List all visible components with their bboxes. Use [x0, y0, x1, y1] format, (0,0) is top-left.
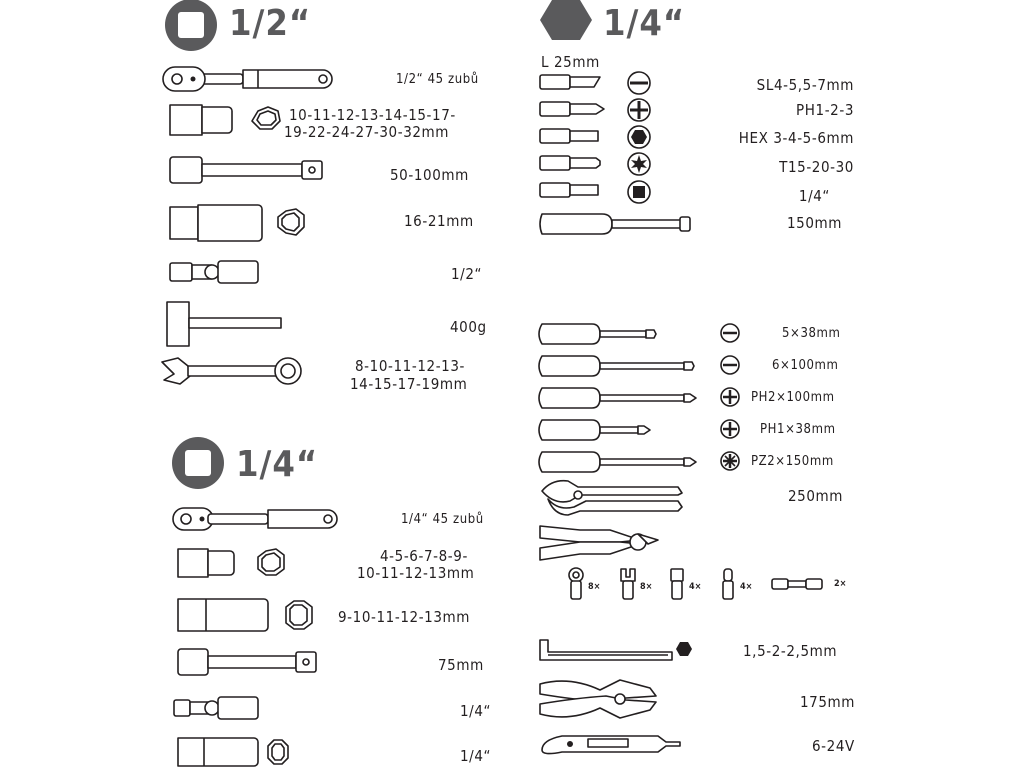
deep-socket-icon	[168, 203, 308, 243]
screwdriver-icon	[538, 322, 708, 482]
extension-label: 75mm	[438, 656, 484, 674]
extension-bar-icon	[168, 155, 328, 185]
deep-sockets-label: 9-10-11-12-13mm	[338, 608, 471, 626]
bit-label-hex: HEX 3-4-5-6mm	[738, 129, 854, 147]
torx-icon	[627, 152, 651, 176]
terminal-count: 4×	[740, 582, 753, 592]
square-drive-icon	[172, 437, 224, 489]
hex-icon	[627, 125, 651, 149]
phillips-icon	[720, 419, 740, 439]
screwdriver-label: 6×100mm	[772, 358, 839, 373]
deep-socket-icon	[176, 597, 316, 633]
screwdriver-label: 5×38mm	[782, 326, 841, 341]
socket-icon	[176, 545, 296, 581]
wrench-label-1: 8-10-11-12-13-	[355, 357, 466, 375]
combination-pliers-icon	[538, 676, 668, 722]
sockets-label-1: 4-5-6-7-8-9-	[380, 547, 468, 565]
spade-terminal-icon	[667, 567, 687, 603]
ratchet-icon	[163, 65, 338, 93]
bit-label-torx: T15-20-30	[779, 158, 854, 176]
bit-holder-label: 1/4“	[460, 747, 492, 765]
square-icon	[627, 180, 651, 204]
hex-keys-label: 1,5-2-2,5mm	[743, 642, 838, 660]
extension-bar-icon	[176, 647, 336, 677]
bit-label-phillips: PH1-2-3	[796, 101, 854, 119]
pozidriv-icon	[720, 451, 740, 471]
screwdriver-label: PZ2×150mm	[751, 454, 834, 469]
universal-joint-label: 1/2“	[451, 265, 483, 283]
bit-holder-screwdriver-icon	[538, 210, 698, 238]
bit-label-square: 1/4“	[798, 187, 830, 205]
pliers-label: 250mm	[788, 487, 844, 505]
hex-key-icon	[538, 638, 698, 664]
phillips-icon	[627, 98, 651, 122]
slotted-icon	[720, 355, 740, 375]
universal-joint-label: 1/4“	[460, 702, 492, 720]
slotted-icon	[720, 323, 740, 343]
bit-length-label: L 25mm	[541, 53, 600, 71]
ratchet-icon	[172, 506, 347, 532]
bit-holder-socket-icon	[176, 736, 296, 768]
ring-terminal-icon	[566, 567, 586, 603]
hammer-icon	[163, 300, 288, 350]
terminal-count: 8×	[640, 582, 653, 592]
fork-terminal-icon	[618, 567, 638, 603]
terminal-count: 4×	[689, 582, 702, 592]
quarter-inch-heading: 1/4“	[603, 3, 686, 44]
sockets-label-1: 10-11-12-13-14-15-17-	[289, 106, 456, 124]
screwdriver-label: PH2×100mm	[751, 390, 835, 405]
half-inch-heading: 1/2“	[229, 3, 312, 44]
terminal-count: 8×	[588, 582, 601, 592]
sockets-label-2: 19-22-24-27-30-32mm	[284, 123, 450, 141]
voltage-tester-label: 6-24V	[812, 737, 855, 755]
bit-holder-label: 150mm	[787, 214, 843, 232]
socket-icon	[168, 101, 288, 141]
hammer-label: 400g	[450, 318, 487, 336]
slotted-icon	[627, 71, 651, 95]
universal-joint-icon	[172, 693, 272, 723]
universal-joint-icon	[168, 257, 268, 287]
combination-wrench-icon	[160, 356, 305, 386]
ratchet-label: 1/2“ 45 zubů	[396, 72, 479, 87]
bit-icon	[540, 73, 620, 203]
terminal-count: 2×	[834, 579, 847, 589]
extension-label: 50-100mm	[390, 166, 469, 184]
butt-connector-icon	[770, 576, 830, 592]
hex-drive-icon	[540, 0, 592, 40]
ratchet-label: 1/4“ 45 zubů	[401, 512, 484, 527]
voltage-tester-icon	[538, 728, 688, 760]
bullet-terminal-icon	[718, 567, 738, 603]
square-drive-icon	[165, 0, 217, 52]
combination-pliers-label: 175mm	[800, 693, 856, 711]
sockets-label-2: 10-11-12-13mm	[357, 564, 475, 582]
screwdriver-label: PH1×38mm	[760, 422, 836, 437]
water-pump-pliers-icon	[538, 477, 688, 515]
diagonal-cutters-icon	[538, 520, 668, 568]
quarter-inch-heading: 1/4“	[236, 444, 319, 485]
wrench-label-2: 14-15-17-19mm	[350, 375, 468, 393]
bit-label-slotted: SL4-5,5-7mm	[756, 76, 854, 94]
phillips-icon	[720, 387, 740, 407]
spark-plug-socket-label: 16-21mm	[404, 212, 474, 230]
